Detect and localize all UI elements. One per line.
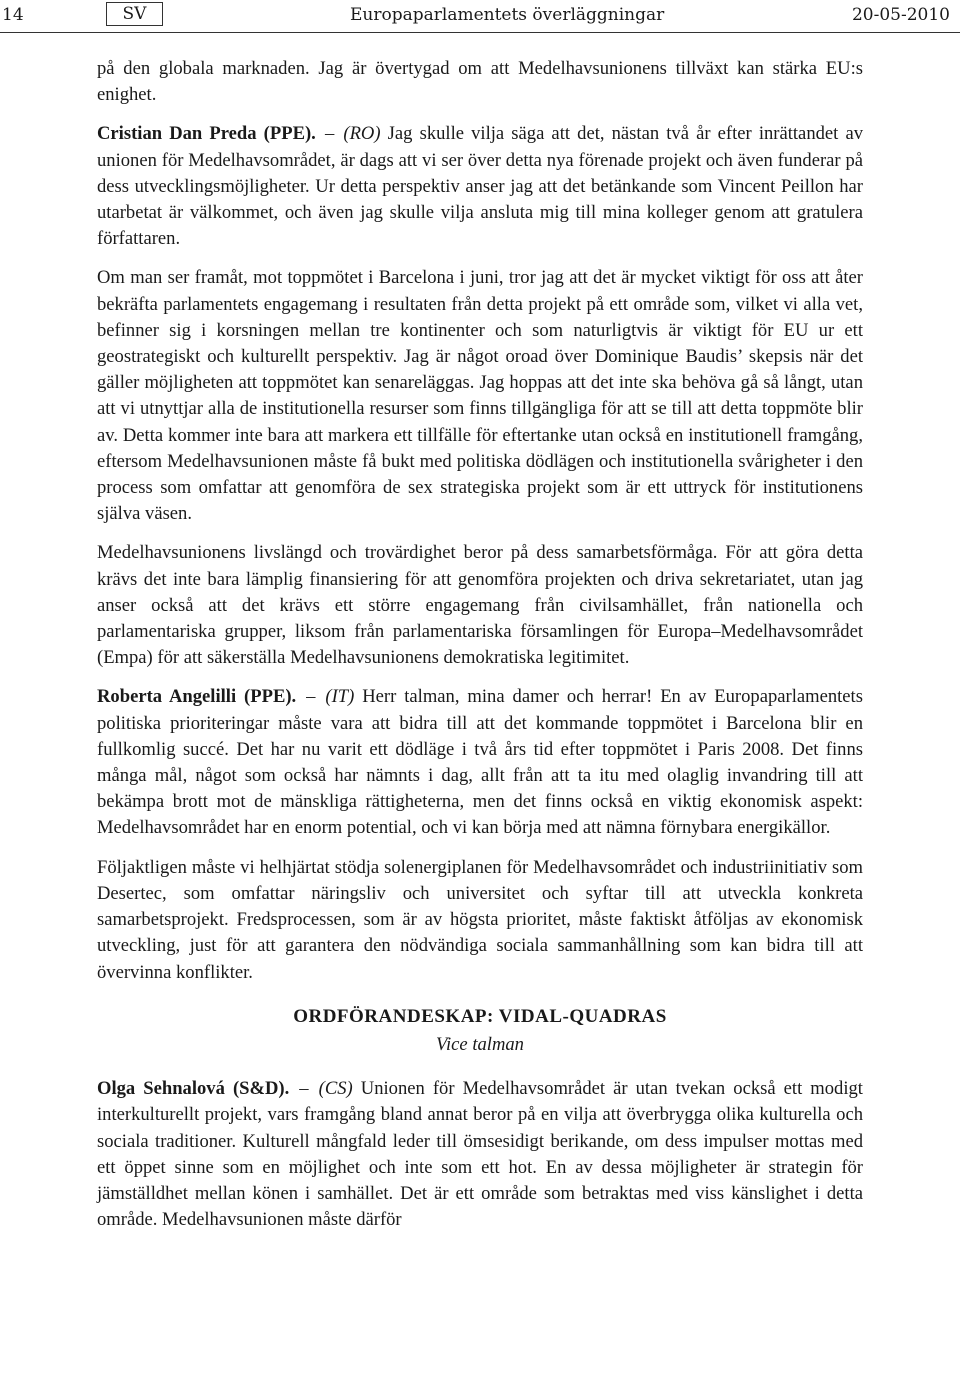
language-box: SV bbox=[106, 2, 163, 26]
section-heading: ORDFÖRANDESKAP: VIDAL-QUADRAS bbox=[293, 1005, 667, 1027]
speech-dash: – bbox=[306, 686, 316, 708]
speech-dash: – bbox=[299, 1078, 309, 1100]
document-title: Europaparlamentets överläggningar bbox=[350, 5, 665, 25]
speech-preda bbox=[97, 121, 863, 252]
speech-text: Herr talman, mina damer och herrar! En av Europaparlamentets politiska prioriteringar måste vara att bidra till att det kommande toppmötet i Barcelona blir en fullkomlig succé. Det har nu varit ett dödläge i två års tid efter toppmötet i Paris 2008. Det finns många mål, något som också har nämnts i dag, allt från att ta itu med olaglig invandring till att bekämpa brott mot de mänskliga rättigheterna, men det finns också en viktig ekonomisk aspekt: Medelhavsområdet har en enorm potential, och vi kan börja med att nämna förnybara energikällor. bbox=[97, 686, 863, 839]
page-header bbox=[0, 0, 960, 33]
speaker-name: Roberta Angelilli (PPE). bbox=[97, 686, 297, 708]
paragraph: Följaktligen måste vi helhjärtat stödja solenergiplanen för Medelhavsområdet och industriinitiativ som Desertec, som omfattar näringsliv och universitet och syftar till att utveckla konkreta samarbetsprojekt. Fredsprocessen, som är av högsta prioritet, måste faktiskt åtföljas av ekonomisk utveckling, just för att garantera den nödvändiga sociala sammanhållning som kan bidra till att övervinna konflikter. bbox=[97, 856, 863, 983]
language-code: (IT) bbox=[325, 686, 355, 708]
section-subheading: Vice talman bbox=[436, 1033, 524, 1055]
document-date: 20-05-2010 bbox=[851, 5, 950, 25]
document-body bbox=[97, 56, 863, 1246]
page-number: 14 bbox=[2, 5, 24, 25]
speech-text: Jag skulle vilja säga att det, nästan två år efter inrättandet av unionen för Medelhavsområdet, är dags att vi ser över detta nya förenade projekt och även funderar på dess utvecklingsmöjligheter. Ur detta perspektiv anser jag att det betänkande som Vincent Peillon har utarbetat är välkommet, och även jag skulle vilja ansluta mig till mina kolleger genom att gratulera författaren. bbox=[97, 123, 863, 250]
speaker-name: Cristian Dan Preda (PPE). bbox=[97, 123, 316, 145]
paragraph: Om man ser framåt, mot toppmötet i Barcelona i juni, tror jag att det är mycket viktigt för oss att åter bekräfta parlamentets engagemang i resultaten från detta projekt på ett område som, vilket vi alla vet, befinner sig i korsningen mellan tre kontinenter och som naturligtvis är viktigt för EU ur ett geostrategiskt och kulturellt perspektiv. Jag är något oroad över Dominique Baudis’ skepsis när det gäller möjligheten att toppmötet kan senareläggas. Jag hoppas att det inte ska behöva gå så långt, utan att vi utnyttjar alla de institutionella resurser som finns tillgängliga för att se till att detta toppmöte blir av. Detta kommer inte bara att markera ett tillfälle för eftertanke utan också en institutionell framgång, eftersom Medelhavsunionen måste få bukt med politiska dödlägen och institutionella svårigheter i den process som omfattar att genomföra de sex strategiska projekt som är ett uttryck för institutionens själva väsen. bbox=[97, 267, 863, 525]
speaker-name: Olga Sehnalová (S&D). bbox=[97, 1078, 290, 1100]
paragraph-continuation: på den globala marknaden. Jag är övertygad om att Medelhavsunionens tillväxt kan stärka EU:s enighet. bbox=[97, 58, 863, 106]
language-code: (RO) bbox=[343, 123, 381, 145]
speech-angelilli bbox=[97, 684, 863, 841]
speech-sehnalova bbox=[97, 1076, 863, 1233]
paragraph: Medelhavsunionens livslängd och trovärdighet beror på dess samarbetsförmåga. För att göra detta krävs det inte bara lämplig finansiering för att genomföra projekten och driva sekretariatet, utan jag anser också att det krävs ett större engagemang från civilsamhället, från nationella och parlamentariska grupper, liksom från parlamentariska församlingen för Europa–Medelhavsområdet (Empa) för att säkerställa Medelhavsunionens demokratiska legitimitet. bbox=[97, 542, 863, 669]
speech-text: Unionen för Medelhavsområdet är utan tvekan också ett modigt interkulturellt projekt, vars framgång bland annat beror på en vilja att överbrygga olika kulturella och sociala traditioner. Kulturell mångfald leder till ömsesidigt berikande, om dess impulser mottas med ett öppet sinne som en möjlighet och inte som ett hot. En av dessa möjligheter är strategin för jämställdhet mellan könen i samhället. Det är ett område som betraktas med viss känslighet i detta område. Medelhavsunionen måste därför bbox=[97, 1078, 863, 1231]
language-code: (CS) bbox=[318, 1078, 353, 1100]
speech-dash: – bbox=[324, 123, 335, 145]
